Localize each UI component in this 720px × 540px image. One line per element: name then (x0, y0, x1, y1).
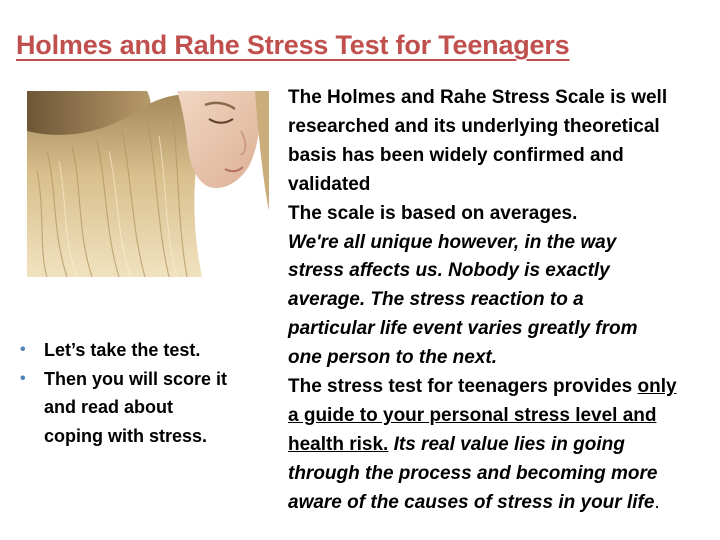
slide-title: Holmes and Rahe Stress Test for Teenagers (16, 30, 570, 60)
body-text (288, 84, 716, 518)
bullet-dot-icon: • (20, 341, 26, 358)
list-item: • Let’s take the test. (20, 336, 290, 365)
paragraph-unique: We're all unique however, in the way stress affects us. Nobody is exactly average. The stress reaction to a particular life event varies greatly from one person to the next. (288, 231, 638, 369)
left-bullet-list (20, 336, 290, 450)
paragraph-averages: The scale is based on averages. (288, 202, 578, 224)
bullet-dot-icon: • (20, 369, 26, 387)
paragraph-stress-test: The stress test for teenagers provides only a guide to your personal stress level and health risk. Its real value lies in going through the process and becoming more aware of the causes of stress in your life. (288, 376, 677, 513)
teen-girl-photo (27, 91, 269, 277)
list-item: • Then you will score it and read about coping with stress. (20, 365, 290, 451)
paragraph-holmes-rahe: The Holmes and Rahe Stress Scale is well researched and its underlying theoretical basis has been widely confirmed and validated (288, 87, 668, 195)
